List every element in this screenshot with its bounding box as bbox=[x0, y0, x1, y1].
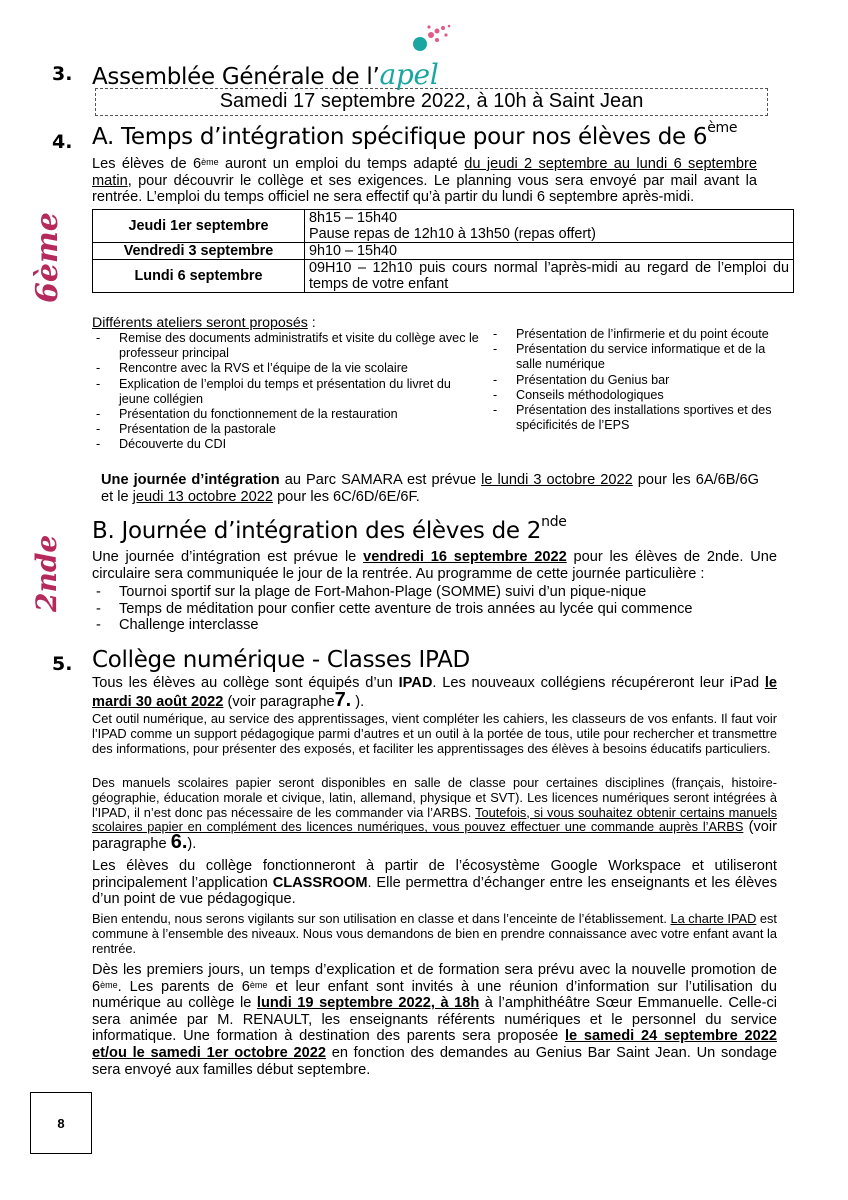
list-item: - Présentation du service informatique et de la salle numérique bbox=[489, 342, 783, 372]
section-number-5: 5. bbox=[52, 653, 73, 675]
list-item: - Présentation du Genius bar bbox=[489, 373, 783, 388]
sixieme-intro: Les élèves de 6ème auront un emploi du temps adapté du jeudi 2 septembre au lundi 6 septembre matin, pour découvrir le collège et ses exigences. Le planning vous sera envoyé par mail avant la rentrée. L’emploi du temps officiel ne sera effectif qu’à partir du lundi 6 septembre après-midi. bbox=[92, 156, 757, 206]
agm-date-banner: Samedi 17 septembre 2022, à 10h à Saint Jean bbox=[95, 88, 768, 116]
schedule-day: Vendredi 3 septembre bbox=[93, 243, 305, 260]
page-number: 8 bbox=[30, 1092, 92, 1154]
ateliers-heading: Différents ateliers seront proposés : bbox=[92, 315, 316, 331]
section-number-4: 4. bbox=[52, 131, 73, 153]
schedule-time: 9h10 – 15h40 bbox=[305, 243, 794, 260]
ipad-paragraph-4: Les élèves du collège fonctionneront à partir de l’écosystème Google Workspace et utiliseront principalement l’application CLASSROOM. Elle permettra d’échanger entre les enseignants et les élèves d’un point de vue pédagogique. bbox=[92, 858, 778, 908]
list-item: - Tournoi sportif sur la plage de Fort-Mahon-Plage (SOMME) suivi d’un pique-nique bbox=[92, 584, 777, 601]
ipad-paragraph-6: Dès les premiers jours, un temps d’explication et de formation sera prévu avec la nouvelle promotion de 6ème. Les parents de 6ème et leur enfant sont invités à une réunion d’information sur l’utilisation du numérique au collège le lundi 19 septembre 2022, à 18h à l’amphithéâtre Sœur Emmanuelle. Celle-ci sera animée par M. RENAULT, les enseignants référents numériques et le personnel du service informatique. Une formation à destination des parents sera proposée le samedi 24 septembre 2022 et/ou le samedi 1er octobre 2022 en fonction des demandes au Genius Bar Saint Jean. Un sondage sera envoyé aux familles début septembre. bbox=[92, 962, 778, 1078]
schedule-time: 09H10 – 12h10 puis cours normal l’après-midi au regard de l’emploi du temps de votre enfant bbox=[305, 260, 794, 293]
table-row bbox=[93, 243, 794, 260]
schedule-time: 8h15 – 15h40 Pause repas de 12h10 à 13h50 (repas offert) bbox=[305, 210, 794, 243]
section-title-5: Collège numérique - Classes IPAD bbox=[92, 647, 470, 673]
list-item: - Découverte du CDI bbox=[92, 437, 484, 452]
journee-integration-sixieme: Une journée d’intégration au Parc SAMARA est prévue le lundi 3 octobre 2022 pour les 6A/6B/6G et le jeudi 13 octobre 2022 pour les 6C/6D/6E/6F. bbox=[101, 472, 759, 505]
table-row bbox=[93, 260, 794, 293]
apel-logo-icon bbox=[402, 22, 452, 62]
ipad-paragraph-2: Cet outil numérique, au service des apprentissages, vient compléter les cahiers, les classeurs de vos enfants. Il faut voir l’IPAD comme un support pédagogique parmi d’autres et un outil à la portée de tous, utile pour rechercher et transmettre des informations, pour présenter des exposés, et faciliter les apprentissages des élèves à besoins éducatifs particuliers. bbox=[92, 711, 777, 756]
ipad-paragraph-5: Bien entendu, nous serons vigilants sur son utilisation en classe et dans l’enceinte de l’établissement. La charte IPAD est commune à l’ensemble des niveaux. Nous vous demandons de bien en prendre connaissance avec votre enfant avant la rentrée. bbox=[92, 911, 777, 956]
sixieme-decoration: 6ème bbox=[30, 212, 65, 303]
seconde-decoration: 2nde bbox=[30, 534, 63, 612]
list-item: - Présentation de la pastorale bbox=[92, 422, 484, 437]
list-item: - Remise des documents administratifs et visite du collège avec le professeur principal bbox=[92, 331, 484, 361]
agm-title: Assemblée Générale de l’ bbox=[92, 64, 380, 90]
section-number-3: 3. bbox=[52, 63, 73, 85]
list-item: - Présentation de l’infirmerie et du point écoute bbox=[489, 327, 783, 342]
schedule-day: Jeudi 1er septembre bbox=[93, 210, 305, 243]
list-item: - Rencontre avec la RVS et l’équipe de la vie scolaire bbox=[92, 361, 484, 376]
list-item: - Présentation des installations sportives et des spécificités de l’EPS bbox=[489, 403, 783, 433]
list-item: - Explication de l’emploi du temps et présentation du livret du jeune collégien bbox=[92, 377, 484, 407]
ateliers-list-left bbox=[92, 331, 484, 453]
table-row bbox=[93, 210, 794, 243]
section-title-4b: B. Journée d’intégration des élèves de 2nde bbox=[92, 514, 567, 544]
seconde-programme-list bbox=[92, 584, 777, 634]
section-title-4a: A. Temps d’intégration spécifique pour nos élèves de 6ème bbox=[92, 120, 738, 150]
ipad-paragraph-3: Des manuels scolaires papier seront disponibles en salle de classe pour certaines disciplines (français, histoire-géographie, éducation morale et civique, latin, allemand, physique et SVT). Les licences numériques seront intégrées à l’IPAD, il n’est donc pas nécessaire de les commander via l’ARBS. Toutefois, si vous souhaitez obtenir certains manuels scolaires papier en complément des licences numériques, vous pouvez effectuer une commande auprès l’ARBS (voir paragraphe 6.). bbox=[92, 775, 777, 854]
list-item: - Challenge interclasse bbox=[92, 617, 777, 634]
seconde-intro: Une journée d’intégration est prévue le vendredi 16 septembre 2022 pour les élèves de 2nde. Une circulaire sera communiquée le jour de la rentrée. Au programme de cette journée particulière : bbox=[92, 549, 778, 582]
section-title-3 bbox=[92, 58, 438, 91]
schedule-day: Lundi 6 septembre bbox=[93, 260, 305, 293]
ipad-paragraph-1: Tous les élèves au collège sont équipés d’un IPAD. Les nouveaux collégiens récupéreront leur iPad le mardi 30 août 2022 (voir paragraphe7. ). bbox=[92, 675, 777, 711]
ateliers-list-right bbox=[489, 327, 783, 433]
apel-logo-text: apel bbox=[379, 58, 439, 91]
list-item: - Conseils méthodologiques bbox=[489, 388, 783, 403]
sixieme-schedule-table bbox=[92, 209, 794, 293]
list-item: - Présentation du fonctionnement de la restauration bbox=[92, 407, 484, 422]
list-item: - Temps de méditation pour confier cette aventure de trois années au lycée qui commence bbox=[92, 601, 777, 618]
